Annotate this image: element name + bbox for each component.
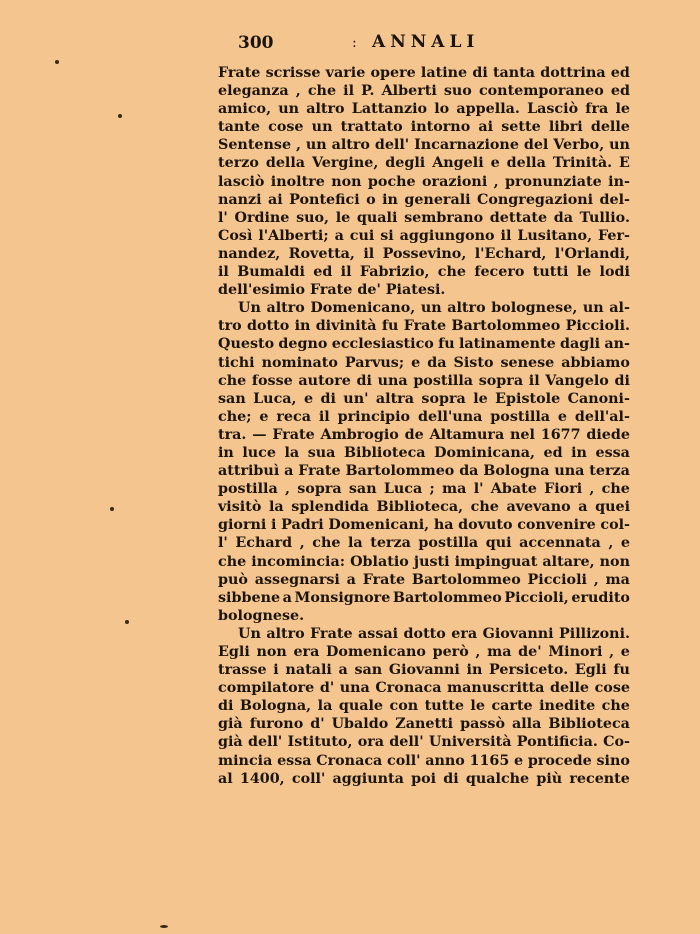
text-line: tichi nominato Parvus; e da Sisto senese abbiamo [218, 354, 630, 371]
header-mark: : [352, 35, 357, 51]
text-line: lasciò inoltre non poche orazioni , pronunziate in- [218, 173, 630, 190]
text-line: postilla , sopra san Luca ; ma l' Abate Fiori , che [218, 481, 630, 498]
text-line: dell'esimio Frate de' Piatesi. [218, 282, 446, 299]
text-line: già furono d' Ubaldo Zanetti passò alla Biblioteca [218, 716, 630, 733]
text-line: amico, un altro Lattanzio lo appella. Lasciò fra le [218, 101, 630, 118]
text-line: Così l'Alberti; a cui si aggiungono il Lusitano, Fer- [218, 227, 630, 244]
text-line: che fosse autore di una postilla sopra il Vangelo di [218, 372, 630, 389]
text-line: bolognese. [218, 607, 305, 624]
page-number: 300 [238, 33, 274, 53]
body-text [218, 64, 630, 788]
paper-speck [55, 60, 59, 64]
text-line: tro dotto in divinità fu Frate Bartolommeo Piccioli. [218, 318, 630, 335]
paper-speck [118, 114, 122, 118]
text-line: di Bologna, la quale con tutte le carte inedite che [218, 698, 630, 715]
text-line: l' Echard , che la terza postilla qui accennata , e [218, 535, 630, 552]
text-line: tra. — Frate Ambrogio de Altamura nel 1677 diede [218, 426, 630, 443]
text-line: l' Ordine suo, le quali sembrano dettate da Tullio. [218, 209, 630, 226]
text-line: giorni i Padri Domenicani, ha dovuto convenire col- [218, 517, 630, 534]
text-line: Un altro Domenicano, un altro bolognese, un al- [238, 300, 630, 317]
text-line: compilatore d' una Cronaca manuscritta delle cose [218, 680, 630, 697]
text-line: già dell' Istituto, ora dell' Università Pontificia. Co- [218, 734, 630, 751]
text-line: al 1400, coll' aggiunta poi di qualche più recente [218, 770, 630, 787]
paper-speck [125, 620, 129, 624]
text-line: san Luca, e di un' altra sopra le Epistole Canoni- [218, 390, 630, 407]
text-line: sibbene a Monsignore Bartolommeo Piccioli, erudito [218, 589, 630, 606]
text-line: Un altro Frate assai dotto era Giovanni Pillizoni. [238, 625, 630, 642]
text-line: nandez, Rovetta, il Possevino, l'Echard, l'Orlandi, [218, 245, 630, 262]
text-line: che; e reca il principio dell'una postilla e dell'al- [218, 408, 630, 425]
running-head [0, 33, 700, 57]
text-line: in luce la sua Biblioteca Dominicana, ed in essa [218, 444, 630, 461]
text-line: terzo della Vergine, degli Angeli e della Trinità. E [218, 155, 630, 172]
text-line: mincia essa Cronaca coll' anno 1165 e procede sino [218, 752, 630, 769]
text-line: tante cose un trattato intorno ai sette libri delle [218, 119, 630, 136]
paper-speck [110, 507, 114, 511]
paper-speck [160, 925, 168, 928]
text-line: che incomincia: Oblatio justi impinguat altare, non [218, 553, 630, 570]
text-line: attribuì a Frate Bartolommeo da Bologna una terza [218, 463, 630, 480]
text-line: Questo degno ecclesiastico fu latinamente dagli an- [218, 336, 630, 353]
text-line: Egli non era Domenicano però , ma de' Minori , e [218, 644, 630, 660]
text-line: il Bumaldi ed il Fabrizio, che fecero tutti le lodi [218, 264, 630, 281]
text-line: Sentense , un altro dell' Incarnazione del Verbo, un [218, 137, 630, 154]
running-title: ANNALI [372, 32, 480, 52]
text-line: Frate scrisse varie opere latine di tanta dottrina ed [218, 65, 630, 81]
text-line: può assegnarsi a Frate Bartolommeo Piccioli , ma [218, 571, 630, 588]
text-line: visitò la splendida Biblioteca, che avevano a quei [218, 499, 630, 516]
text-line: eleganza , che il P. Alberti suo contemporaneo ed [218, 83, 630, 100]
text-line: nanzi ai Pontefici o in generali Congregazioni del- [218, 191, 630, 208]
text-line: trasse i natali a san Giovanni in Persiceto. Egli fu [218, 662, 630, 679]
